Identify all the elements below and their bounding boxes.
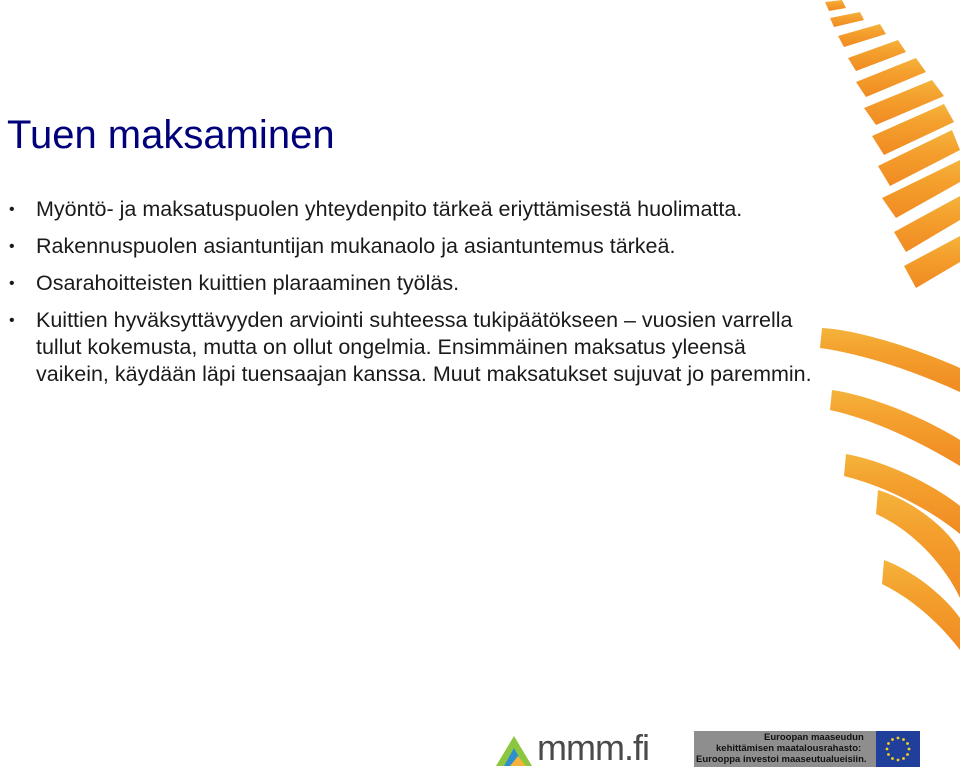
eu-star (906, 742, 909, 745)
eu-line: Euroopan maaseudun (764, 732, 864, 743)
eu-flag-icon (876, 731, 920, 767)
eu-star (906, 753, 909, 756)
bullet-marker: • (9, 201, 15, 218)
bullet-text: Myöntö- ja maksatuspuolen yhteydenpito tärkeä eriyttämisestä huolimatta. (36, 197, 743, 221)
bullet-item (0, 233, 820, 260)
eu-star (891, 738, 894, 741)
slide-title: Tuen maksaminen (7, 113, 335, 157)
eu-star (897, 737, 900, 740)
eu-star (897, 759, 900, 762)
mmm-logo-text: mmm.fi (537, 727, 649, 768)
eu-star (886, 748, 889, 751)
bullet-text: Osarahoitteisten kuittien plaraaminen työläs. (36, 271, 460, 295)
eu-star (902, 757, 905, 760)
eu-star (887, 742, 890, 745)
eu-fund-label (694, 731, 876, 767)
bullet-marker: • (9, 312, 15, 329)
eu-star (908, 748, 911, 751)
bullet-text: Kuittien hyväksyttävyyden arviointi suhteessa tukipäätökseen – vuosien varrella tullut kokemusta, mutta on ollut ongelmia. Ensimmäinen maksatus yleensä vaikein, käydään läpi tuensaajan kanssa. Muut maksatukset sujuvat jo paremmin. (36, 308, 812, 386)
bullet-item (0, 270, 820, 297)
eu-star (902, 738, 905, 741)
bullet-text: Rakennuspuolen asiantuntijan mukanaolo ja asiantuntemus tärkeä. (36, 234, 676, 258)
bullet-item (0, 307, 820, 388)
decorative-orange-rays (820, 0, 960, 700)
bullet-marker: • (9, 275, 15, 292)
bullet-list (0, 196, 820, 398)
eu-line: Eurooppa investoi maaseutualueisiin. (696, 754, 867, 765)
eu-star (891, 757, 894, 760)
bullet-marker: • (9, 238, 15, 255)
bullet-item (0, 196, 820, 223)
eu-line: kehittämisen maatalousrahasto: (716, 743, 862, 754)
eu-star (887, 753, 890, 756)
